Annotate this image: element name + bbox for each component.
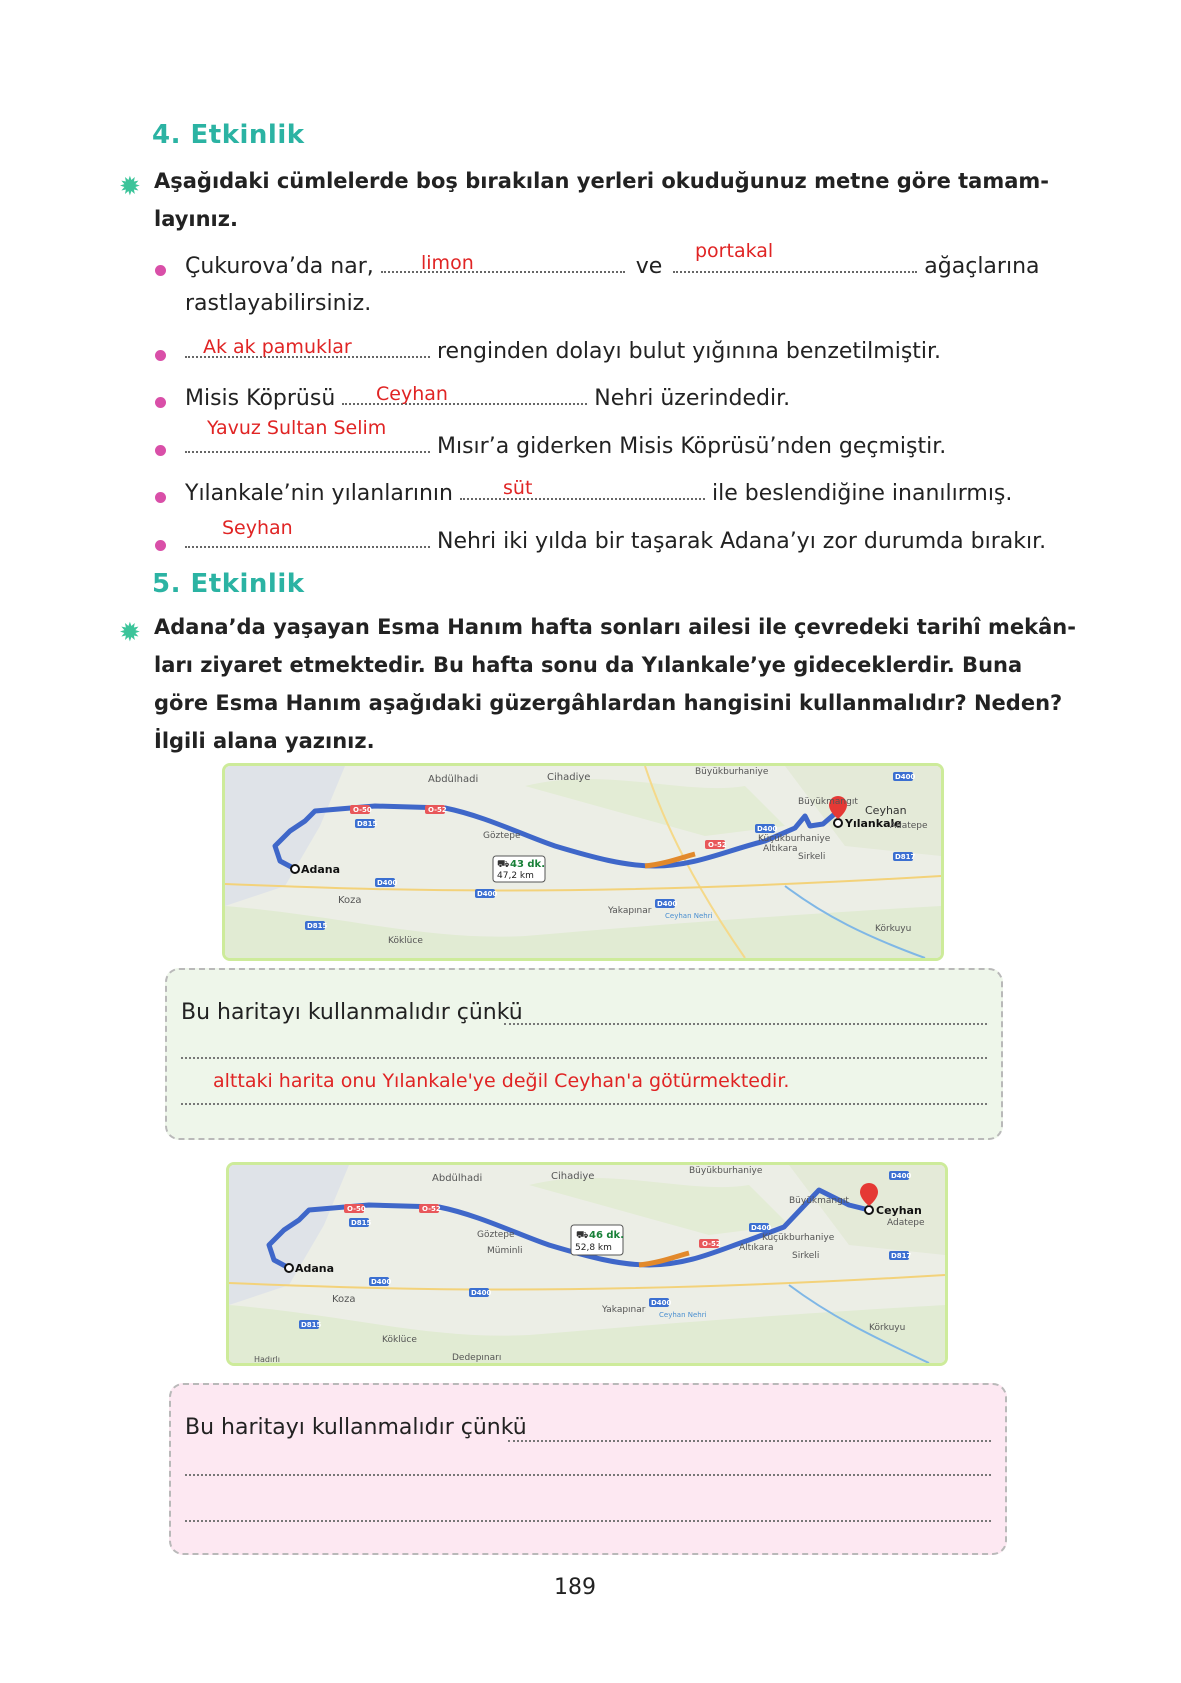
answer-box-2 bbox=[169, 1383, 1007, 1555]
road-shield: D817 bbox=[891, 1252, 912, 1260]
route-duration: 43 dk. bbox=[510, 859, 546, 870]
writing-line[interactable] bbox=[181, 1057, 987, 1059]
activity4-heading: 4. Etkinlik bbox=[152, 120, 305, 150]
road-shield: D400 bbox=[895, 773, 916, 781]
bullet-icon bbox=[155, 397, 166, 408]
blank-field[interactable] bbox=[381, 270, 625, 273]
map-label: Yılankale bbox=[845, 817, 902, 830]
map-label: Koza bbox=[332, 1294, 356, 1305]
map-label: Yakapınar bbox=[602, 1305, 646, 1315]
road-shield: O-52 bbox=[422, 1205, 441, 1213]
route-map-2[interactable] bbox=[226, 1162, 948, 1366]
map-label: Ceyhan bbox=[865, 804, 907, 817]
destination-marker bbox=[865, 1206, 873, 1214]
writing-line[interactable] bbox=[181, 1103, 987, 1105]
instruction-line: göre Esma Hanım aşağıdaki güzergâhlardan hangisini kullanmalıdır? Neden? bbox=[154, 691, 1063, 715]
map-label: Sirkeli bbox=[798, 852, 826, 862]
destination-marker bbox=[834, 819, 842, 827]
map-label: Adana bbox=[295, 1262, 335, 1275]
map-label: Köklüce bbox=[382, 1335, 417, 1345]
sentence-text: Misis Köprüsü bbox=[185, 386, 336, 411]
map-label: Koza bbox=[338, 895, 362, 906]
bullet-icon bbox=[155, 445, 166, 456]
car-icon: ⛟ bbox=[576, 1230, 589, 1241]
answer-box-1 bbox=[165, 968, 1003, 1140]
road-shield: D400 bbox=[657, 900, 678, 908]
sentence-text: Çukurova’da nar, bbox=[185, 254, 374, 279]
road-shield: O-52 bbox=[702, 1240, 721, 1248]
map-label: Büyükburhaniye bbox=[689, 1166, 763, 1176]
road-shield: O-50 bbox=[347, 1205, 366, 1213]
bullet-icon bbox=[155, 540, 166, 551]
writing-line[interactable] bbox=[508, 1440, 991, 1442]
map-label: Büyükmangıt bbox=[789, 1196, 849, 1206]
map-label: Altıkara bbox=[739, 1243, 774, 1253]
blank-field[interactable] bbox=[185, 545, 430, 548]
map-label: Yakapınar bbox=[608, 906, 652, 916]
map-canvas bbox=[229, 1165, 945, 1363]
blank-field[interactable] bbox=[185, 450, 430, 453]
road-shield: D400 bbox=[751, 1224, 772, 1232]
map-label: Büyükmangıt bbox=[798, 797, 858, 807]
bullet-icon bbox=[155, 492, 166, 503]
writing-line[interactable] bbox=[504, 1023, 987, 1025]
handwritten-answer: Yavuz Sultan Selim bbox=[207, 417, 387, 439]
handwritten-answer: Seyhan bbox=[222, 517, 293, 539]
map-label: Abdülhadi bbox=[432, 1173, 483, 1184]
route-duration: 46 dk. bbox=[589, 1230, 625, 1241]
instruction-line: Aşağıdaki cümlelerde boş bırakılan yerleri okuduğunuz metne göre tamam- bbox=[154, 169, 1049, 193]
road-shield: D400 bbox=[651, 1299, 672, 1307]
handwritten-answer: limon bbox=[421, 252, 474, 274]
sentence-text: Yılankale’nin yılanlarının bbox=[185, 481, 453, 506]
instruction-line: İlgili alana yazınız. bbox=[154, 729, 375, 753]
bullet-icon bbox=[155, 350, 166, 361]
road-shield: D815 bbox=[351, 1219, 372, 1227]
map-canvas bbox=[225, 766, 941, 958]
sentence-text: Mısır’a giderken Misis Köprüsü’nden geçmiştir. bbox=[437, 434, 947, 459]
handwritten-answer: portakal bbox=[695, 240, 774, 262]
writing-line[interactable] bbox=[185, 1474, 991, 1476]
map-label: Cihadiye bbox=[547, 772, 591, 783]
handwritten-answer: alttaki harita onu Yılankale'ye değil Ceyhan'a götürmektedir. bbox=[213, 1070, 790, 1092]
road-shield: D400 bbox=[377, 879, 398, 887]
sentence-continuation: rastlayabilirsiniz. bbox=[185, 291, 372, 316]
map-label: Müminli bbox=[487, 1246, 523, 1256]
page-number: 189 bbox=[554, 1575, 596, 1600]
map-label: Sirkeli bbox=[792, 1251, 820, 1261]
instruction-line: layınız. bbox=[154, 207, 238, 231]
handwritten-answer: Ceyhan bbox=[376, 383, 448, 405]
road-shield: D815 bbox=[307, 922, 328, 930]
origin-marker bbox=[291, 865, 299, 873]
map-label: Küçükburhaniye bbox=[762, 1233, 835, 1243]
map-label: Ceyhan bbox=[876, 1204, 922, 1217]
sentence-text: Nehri üzerindedir. bbox=[594, 386, 791, 411]
blank-field[interactable] bbox=[673, 270, 917, 273]
road-shield: O-52 bbox=[428, 806, 447, 814]
map-label: Köklüce bbox=[388, 936, 423, 946]
route-distance: 52,8 km bbox=[575, 1243, 612, 1253]
star-icon: ✹ bbox=[119, 618, 141, 648]
blank-field[interactable] bbox=[460, 497, 705, 500]
sentence-text: renginden dolayı bulut yığınına benzetilmiştir. bbox=[437, 339, 942, 364]
activity5-instruction bbox=[154, 608, 1076, 760]
map-label: Büyükburhaniye bbox=[695, 767, 769, 777]
sentence-text: ağaçlarına bbox=[924, 254, 1040, 279]
road-shield: O-52 bbox=[708, 841, 727, 849]
activity4-instruction bbox=[154, 162, 1049, 238]
box-prompt: Bu haritayı kullanmalıdır çünkü bbox=[185, 1415, 527, 1440]
road-shield: D815 bbox=[357, 820, 378, 828]
map-label: Göztepe bbox=[477, 1230, 515, 1240]
star-icon: ✹ bbox=[119, 172, 141, 202]
map-label: Ceyhan Nehri bbox=[659, 1311, 707, 1319]
box-prompt: Bu haritayı kullanmalıdır çünkü bbox=[181, 1000, 523, 1025]
road-shield: D400 bbox=[371, 1278, 392, 1286]
map-label: Körkuyu bbox=[875, 924, 912, 934]
sentence-text: ve bbox=[635, 254, 663, 279]
map-label: Körkuyu bbox=[869, 1323, 906, 1333]
route-map-1[interactable] bbox=[222, 763, 944, 961]
writing-line[interactable] bbox=[185, 1520, 991, 1522]
instruction-line: ları ziyaret etmektedir. Bu hafta sonu da Yılankale’ye gideceklerdir. Buna bbox=[154, 653, 1023, 677]
road-shield: D400 bbox=[471, 1289, 492, 1297]
handwritten-answer: Ak ak pamuklar bbox=[203, 336, 352, 358]
fill-sentence-3 bbox=[185, 386, 790, 411]
route-distance: 47,2 km bbox=[497, 871, 534, 881]
map-label: Cihadiye bbox=[551, 1171, 595, 1182]
bullet-icon bbox=[155, 265, 166, 276]
sentence-text: ile beslendiğine inanılırmış. bbox=[711, 481, 1013, 506]
map-label: Küçükburhaniye bbox=[758, 834, 831, 844]
map-label: Adatepe bbox=[887, 1218, 925, 1228]
map-label: Abdülhadi bbox=[428, 774, 479, 785]
map-label: Göztepe bbox=[483, 831, 521, 841]
fill-sentence-5 bbox=[185, 481, 1012, 506]
origin-marker bbox=[285, 1264, 293, 1272]
map-label: Adatepe bbox=[890, 821, 928, 831]
road-shield: D400 bbox=[891, 1172, 912, 1180]
road-shield: O-50 bbox=[353, 806, 372, 814]
fill-sentence-1 bbox=[185, 254, 1040, 279]
sentence-text: Nehri iki yılda bir taşarak Adana’yı zor durumda bırakır. bbox=[437, 529, 1047, 554]
map-label: Ceyhan Nehri bbox=[665, 912, 713, 920]
instruction-line: Adana’da yaşayan Esma Hanım hafta sonları ailesi ile çevredeki tarihî mekân- bbox=[154, 615, 1076, 639]
map-label: Altıkara bbox=[763, 844, 798, 854]
road-shield: D817 bbox=[895, 853, 916, 861]
road-shield: D815 bbox=[301, 1321, 322, 1329]
map-label: Dedepınarı bbox=[452, 1353, 502, 1363]
road-shield: D400 bbox=[757, 825, 778, 833]
activity5-heading: 5. Etkinlik bbox=[152, 569, 305, 599]
map-label: Hadırlı bbox=[254, 1355, 280, 1363]
road-shield: D400 bbox=[477, 890, 498, 898]
fill-sentence-6 bbox=[185, 529, 1046, 554]
map-label: Adana bbox=[301, 863, 341, 876]
car-icon: ⛟ bbox=[497, 859, 510, 870]
handwritten-answer: süt bbox=[503, 477, 533, 499]
